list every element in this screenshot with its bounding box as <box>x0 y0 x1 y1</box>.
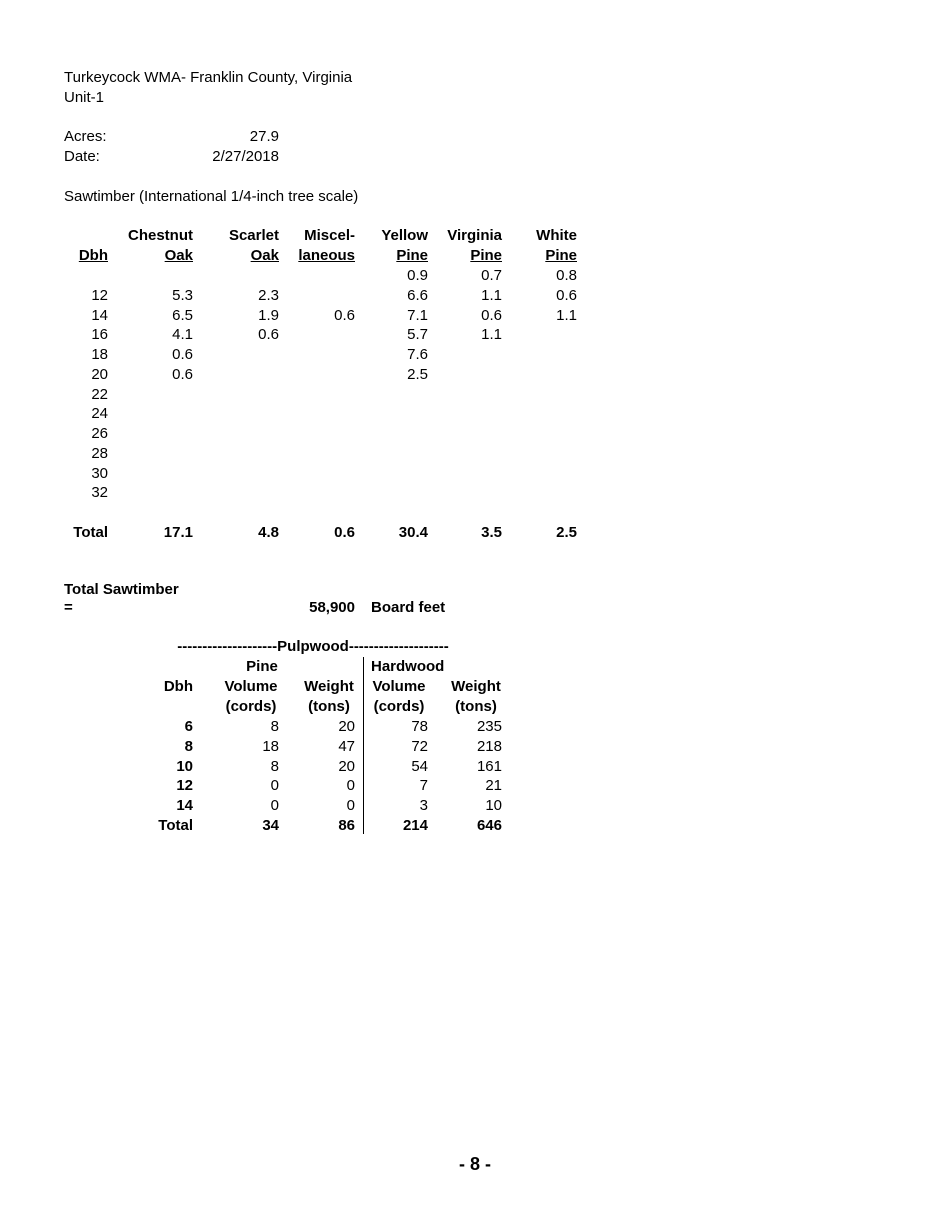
acres-value: 27.9 <box>249 128 279 145</box>
sawtimber-cell: 0.6 <box>258 326 279 344</box>
sawtimber-cell: 0.6 <box>481 306 502 324</box>
pulpwood-cell: 161 <box>476 757 502 775</box>
pulpwood-cell: 3 <box>419 797 428 815</box>
page-number: - 8 - <box>458 1154 491 1174</box>
pulpwood-group-hardwood: Hardwood <box>371 658 445 675</box>
sawtimber-cell: 0.6 <box>172 346 193 363</box>
sawtimber-cell: 4.1 <box>172 326 193 344</box>
sawtimber-total-cell: 30.4 <box>398 524 428 541</box>
sawtimber-header-bottom: Oak <box>250 247 279 264</box>
sawtimber-header-bottom: Pine <box>470 247 502 264</box>
sawtimber-cell: 6.6 <box>407 286 428 304</box>
sawtimber-cell: 5.3 <box>172 286 193 304</box>
sawtimber-header-bottom: Oak <box>164 247 193 264</box>
pulpwood-cell: 20 <box>338 757 355 775</box>
sawtimber-total-cell: Total <box>73 524 108 541</box>
date-value: 2/27/2018 <box>212 148 279 165</box>
sawtimber-cell: 24 <box>91 405 108 423</box>
sawtimber-cell: 1.1 <box>556 306 577 324</box>
pulpwood-cell: 0 <box>346 797 355 815</box>
sawtimber-cell: 14 <box>91 306 108 324</box>
sawtimber-cell: 1.9 <box>258 306 279 324</box>
section-title: Sawtimber (International 1/4-inch tree scale) <box>64 188 359 205</box>
sawtimber-header-bottom: Pine <box>396 247 428 264</box>
pulpwood-header: Weight <box>451 678 501 695</box>
sawtimber-cell: 2.3 <box>258 286 279 304</box>
pulpwood-cell: 7 <box>419 777 428 795</box>
pulpwood-header-unit: (cords) <box>373 698 425 715</box>
document-title: Turkeycock WMA- Franklin County, Virginia <box>64 69 353 86</box>
total-sawtimber-equals: = <box>64 599 73 616</box>
unit-label: Unit-1 <box>64 89 105 106</box>
acres-label: Acres: <box>64 128 107 145</box>
sawtimber-cell: 16 <box>91 326 108 344</box>
pulpwood-cell: 0 <box>270 777 279 795</box>
pulpwood-total-cell: 34 <box>262 817 279 834</box>
sawtimber-header-bottom: Dbh <box>78 247 108 264</box>
pulpwood-total-cell: 86 <box>338 817 355 834</box>
pulpwood-group-pine: Pine <box>246 658 278 675</box>
sawtimber-total-cell: 0.6 <box>334 524 355 541</box>
pulpwood-cell: 54 <box>411 757 428 775</box>
pulpwood-dbh-cell: 12 <box>176 777 193 795</box>
sawtimber-cell: 0.6 <box>334 306 355 324</box>
pulpwood-header-unit: (tons) <box>308 698 350 715</box>
pulpwood-header-unit: (cords) <box>225 698 277 715</box>
sawtimber-cell: 0.7 <box>481 267 502 284</box>
date-label: Date: <box>64 148 100 165</box>
pulpwood-dbh-cell: 10 <box>176 757 193 775</box>
pulpwood-cell: 20 <box>338 718 355 735</box>
pulpwood-cell: 8 <box>270 757 279 775</box>
pulpwood-cell: 78 <box>411 718 428 735</box>
sawtimber-total-cell: 2.5 <box>556 524 577 541</box>
sawtimber-cell: 32 <box>91 484 108 502</box>
pulpwood-cell: 72 <box>411 737 428 755</box>
pulpwood-header-unit: (tons) <box>455 698 497 715</box>
sawtimber-cell: 22 <box>91 385 108 403</box>
total-sawtimber-unit: Board feet <box>371 599 446 616</box>
sawtimber-cell: 7.6 <box>407 346 428 363</box>
pulpwood-cell: 21 <box>485 777 502 795</box>
pulpwood-cell: 18 <box>262 737 279 755</box>
pulpwood-total-cell: 646 <box>476 817 502 834</box>
pulpwood-header: Volume <box>372 678 426 695</box>
pulpwood-dbh-cell: 14 <box>176 797 193 815</box>
sawtimber-cell: 0.9 <box>407 267 428 284</box>
sawtimber-cell: 20 <box>91 365 108 383</box>
sawtimber-cell: 28 <box>91 444 108 462</box>
sawtimber-cell: 30 <box>91 464 108 482</box>
sawtimber-total-cell: 3.5 <box>481 524 502 541</box>
sawtimber-cell: 26 <box>91 425 108 442</box>
sawtimber-cell: 12 <box>91 286 108 304</box>
sawtimber-cell: 6.5 <box>172 306 193 324</box>
total-sawtimber-label: Total Sawtimber <box>64 581 179 598</box>
sawtimber-cell: 18 <box>91 346 108 363</box>
pulpwood-cell: 0 <box>346 777 355 795</box>
pulpwood-cell: 218 <box>476 737 502 755</box>
sawtimber-cell: 5.7 <box>407 326 428 344</box>
sawtimber-cell: 1.1 <box>481 326 502 344</box>
sawtimber-cell: 0.6 <box>556 286 577 304</box>
sawtimber-total-cell: 17.1 <box>163 524 193 541</box>
sawtimber-header-top: Virginia <box>447 227 502 244</box>
pulpwood-cell: 8 <box>270 718 279 735</box>
sawtimber-header-top: Scarlet <box>228 227 279 244</box>
pulpwood-total-cell: Total <box>158 817 193 834</box>
pulpwood-cell: 235 <box>476 718 502 735</box>
sawtimber-cell: 0.6 <box>172 365 193 383</box>
sawtimber-cell: 0.8 <box>556 267 577 284</box>
sawtimber-header-top: Chestnut <box>128 227 193 244</box>
pulpwood-header: Dbh <box>163 678 193 695</box>
total-sawtimber-value: 58,900 <box>309 599 355 616</box>
pulpwood-cell: 0 <box>270 797 279 815</box>
sawtimber-cell: 1.1 <box>481 286 502 304</box>
sawtimber-cell: 7.1 <box>407 306 428 324</box>
pulpwood-dbh-cell: 6 <box>184 718 193 735</box>
sawtimber-header-bottom: Pine <box>545 247 577 264</box>
sawtimber-total-cell: 4.8 <box>258 524 279 541</box>
sawtimber-cell: 2.5 <box>407 365 428 383</box>
pulpwood-header: Weight <box>304 678 354 695</box>
pulpwood-total-cell: 214 <box>402 817 428 834</box>
sawtimber-header-top: Miscel- <box>304 227 355 244</box>
pulpwood-cell: 47 <box>338 737 355 755</box>
sawtimber-header-top: White <box>536 227 577 244</box>
pulpwood-header: Volume <box>224 678 278 695</box>
sawtimber-header-bottom: laneous <box>298 247 355 264</box>
pulpwood-title: --------------------Pulpwood-------------------- <box>177 638 449 655</box>
pulpwood-cell: 10 <box>485 797 502 815</box>
pulpwood-dbh-cell: 8 <box>184 737 193 755</box>
sawtimber-header-top: Yellow <box>381 227 428 244</box>
